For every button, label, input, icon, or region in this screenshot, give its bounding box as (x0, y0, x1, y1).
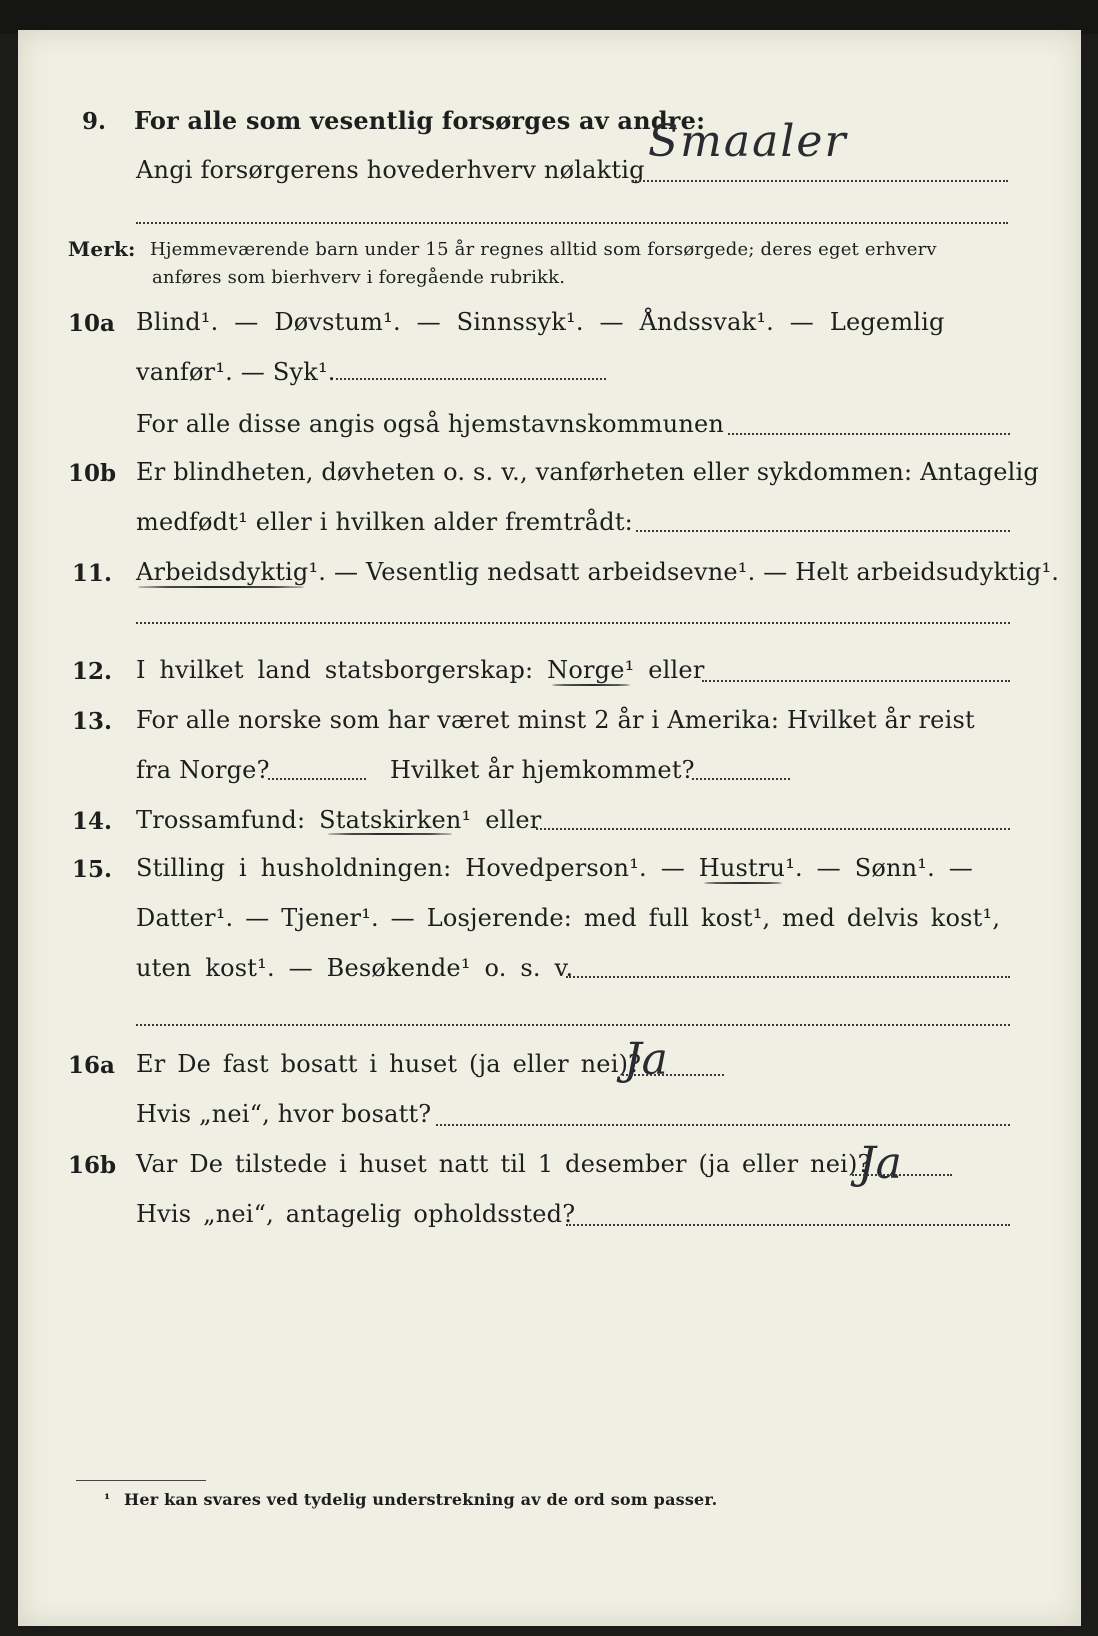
q14-number: 14. (72, 808, 113, 835)
q10a-hjemstavn-line (728, 433, 1010, 435)
q15-line1: Stilling i husholdningen: Hovedperson¹. — Hustru¹. — Sønn¹. — (136, 854, 973, 882)
merk-label: Merk: (68, 237, 136, 261)
q11-underline-mark (138, 586, 304, 588)
q15-line3: uten kost¹. — Besøkende¹ o. s. v. (136, 954, 574, 982)
footnote-text: Her kan svares ved tydelig understrekning av de ord som passer. (124, 1490, 718, 1509)
footnote-rule (76, 1480, 206, 1481)
q11-line1: Arbeidsdyktig¹. — Vesentlig nedsatt arbeidsevne¹. — Helt arbeidsudyktig¹. (136, 558, 1060, 586)
q10a-line3: For alle disse angis også hjemstavnskommunen (136, 410, 725, 438)
q12-answer-line (702, 680, 1010, 682)
footnote-mark: ¹ (104, 1492, 111, 1508)
q9-number: 9. (82, 108, 107, 135)
q16b-number: 16b (68, 1152, 117, 1179)
q9-extra-line (136, 222, 1008, 224)
q16b-answer-line (852, 1174, 952, 1176)
q11-extra-line (136, 622, 1010, 624)
q13-reist-line (268, 778, 366, 780)
q16a-answer-line (622, 1074, 724, 1076)
q16a-line1: Er De fast bosatt i huset (ja eller nei)? (136, 1050, 642, 1078)
q16a-answer-handwriting: Ja (624, 1034, 668, 1085)
q16b-opholdssted-line (566, 1224, 1010, 1226)
census-form-page (18, 30, 1081, 1626)
q10b-number: 10b (68, 460, 117, 487)
scan-border-top (0, 0, 1098, 34)
q16a-number: 16a (68, 1052, 115, 1079)
q14-underline-mark (328, 833, 452, 835)
q10b-line1: Er blindheten, døvheten o. s. v., vanførheten eller sykdommen: Antagelig (136, 458, 1039, 486)
q16b-line2: Hvis „nei“, antagelig opholdssted? (136, 1200, 576, 1228)
q12-line1: I hvilket land statsborgerskap: Norge¹ eller (136, 656, 705, 684)
q15-answer-line (566, 976, 1010, 978)
q12-number: 12. (72, 658, 113, 685)
q15-underline-mark (704, 882, 782, 884)
q13-number: 13. (72, 708, 113, 735)
q10a-number: 10a (68, 310, 115, 337)
q16b-line1: Var De tilstede i huset natt til 1 desember (ja eller nei)? (136, 1150, 871, 1178)
q16a-bosatt-line (436, 1124, 1010, 1126)
q14-answer-line (536, 828, 1010, 830)
q15-number: 15. (72, 856, 113, 883)
q9-line2: Angi forsørgerens hovederhverv nølaktig (136, 156, 645, 184)
q13-line2a: fra Norge? (136, 756, 270, 784)
q13-hjemkommet-line (692, 778, 790, 780)
q11-number: 11. (72, 560, 113, 587)
q13-line2b: Hvilket år hjemkommet? (390, 756, 695, 784)
q14-line1: Trossamfund: Statskirken¹ eller (136, 806, 542, 834)
q9-answer-line (632, 180, 1008, 182)
merk-line2: anføres som bierhverv i foregående rubrikk. (152, 267, 566, 288)
q15-line2: Datter¹. — Tjener¹. — Losjerende: med full kost¹, med delvis kost¹, (136, 904, 1001, 932)
q16a-line2: Hvis „nei“, hvor bosatt? (136, 1100, 432, 1128)
q13-line1: For alle norske som har været minst 2 år i Amerika: Hvilket år reist (136, 706, 975, 734)
q10a-line1: Blind¹. — Døvstum¹. — Sinnssyk¹. — Åndssvak¹. — Legemlig (136, 308, 945, 336)
q16b-answer-handwriting: Ja (858, 1138, 902, 1189)
merk-line1: Hjemmeværende barn under 15 år regnes alltid som forsørgede; deres eget erhverv (150, 239, 937, 260)
q9-line1: For alle som vesentlig forsørges av andre: (134, 106, 706, 135)
q15-extra-line (136, 1024, 1010, 1026)
q12-underline-mark (552, 684, 630, 686)
q10b-line2: medfødt¹ eller i hvilken alder fremtrådt: (136, 508, 633, 536)
q9-answer-handwriting: Smaaler (648, 116, 848, 167)
q10a-line2: vanfør¹. — Syk¹. (136, 358, 336, 386)
q10a-syk-line (336, 378, 606, 380)
q10b-answer-line (636, 530, 1010, 532)
